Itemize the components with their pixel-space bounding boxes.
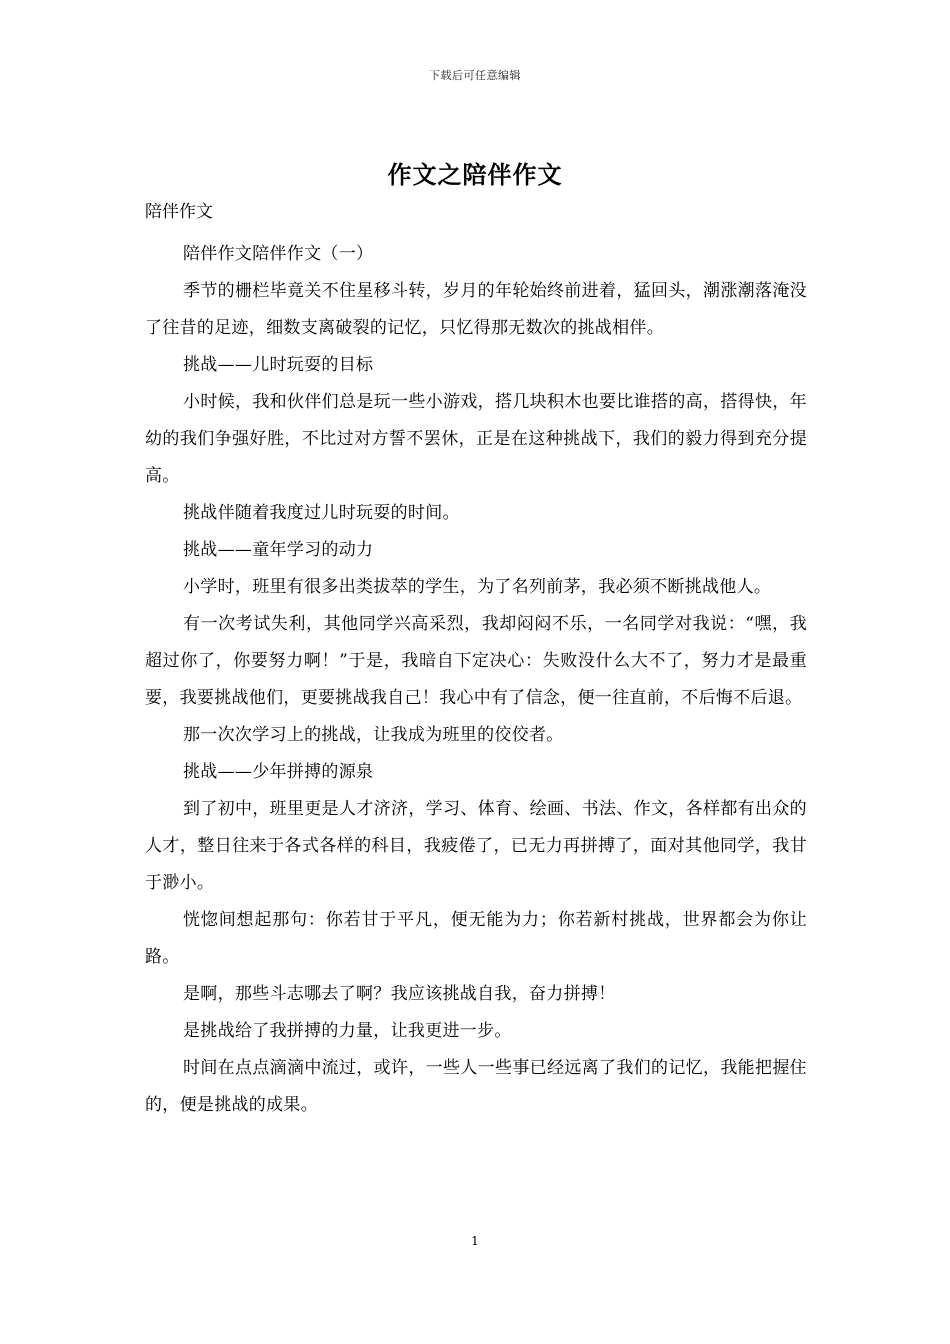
section-heading: 挑战——儿时玩耍的目标 xyxy=(183,355,374,375)
paragraph: 有一次考试失利，其他同学兴高采烈，我却闷闷不乐，一名同学对我说：“嘿，我超过你了，你要努力啊！”于是，我暗自下定决心：失败没什么大不了，努力才是最重要，我要挑战他们，更要挑战我自己！我心中有了信念，便一往直前，不后悔不后退。 xyxy=(145,614,807,708)
paragraph: 到了初中，班里更是人才济济，学习、体育、绘画、书法、作文，各样都有出众的人才，整日往来于各式各样的科目，我疲倦了，已无力再拼搏了，面对其他同学，我甘于渺小。 xyxy=(145,799,807,893)
paragraph: 挑战伴随着我度过儿时玩耍的时间。 xyxy=(183,503,460,523)
document-title: 作文之陪伴作文 xyxy=(387,160,563,189)
paragraph: 小学时，班里有很多出类拔萃的学生，为了名列前茅，我必须不断挑战他人。 xyxy=(183,577,772,597)
paragraph: 是啊，那些斗志哪去了啊？我应该挑战自我，奋力拼搏！ xyxy=(183,984,616,1004)
paragraph: 陪伴作文陪伴作文（一） xyxy=(183,244,374,264)
paragraph: 那一次次学习上的挑战，让我成为班里的佼佼者。 xyxy=(183,725,564,745)
paragraph: 小时候，我和伙伴们总是玩一些小游戏，搭几块积木也要比谁搭的高，搭得快，年幼的我们争强好胜，不比过对方誓不罢休，正是在这种挑战下，我们的毅力得到充分提高。 xyxy=(145,392,807,486)
paragraph: 恍惚间想起那句：你若甘于平凡，便无能为力；你若新村挑战，世界都会为你让路。 xyxy=(145,910,807,967)
paragraph: 时间在点点滴滴中流过，或许，一些人一些事已经远离了我们的记忆，我能把握住的，便是挑战的成果。 xyxy=(145,1058,807,1115)
paragraph: 是挑战给了我拼搏的力量，让我更进一步。 xyxy=(183,1021,512,1041)
page-number: 1 xyxy=(471,1234,479,1248)
document-subtitle: 陪伴作文 xyxy=(145,202,213,222)
document-body xyxy=(145,236,807,1124)
section-heading: 挑战——童年学习的动力 xyxy=(183,540,374,560)
section-heading: 挑战——少年拼搏的源泉 xyxy=(183,762,374,782)
header-note: 下载后可任意编辑 xyxy=(429,69,521,82)
paragraph: 季节的栅栏毕竟关不住星移斗转，岁月的年轮始终前进着，猛回头，潮涨潮落淹没了往昔的足迹，细数支离破裂的记忆，只忆得那无数次的挑战相伴。 xyxy=(145,281,807,338)
